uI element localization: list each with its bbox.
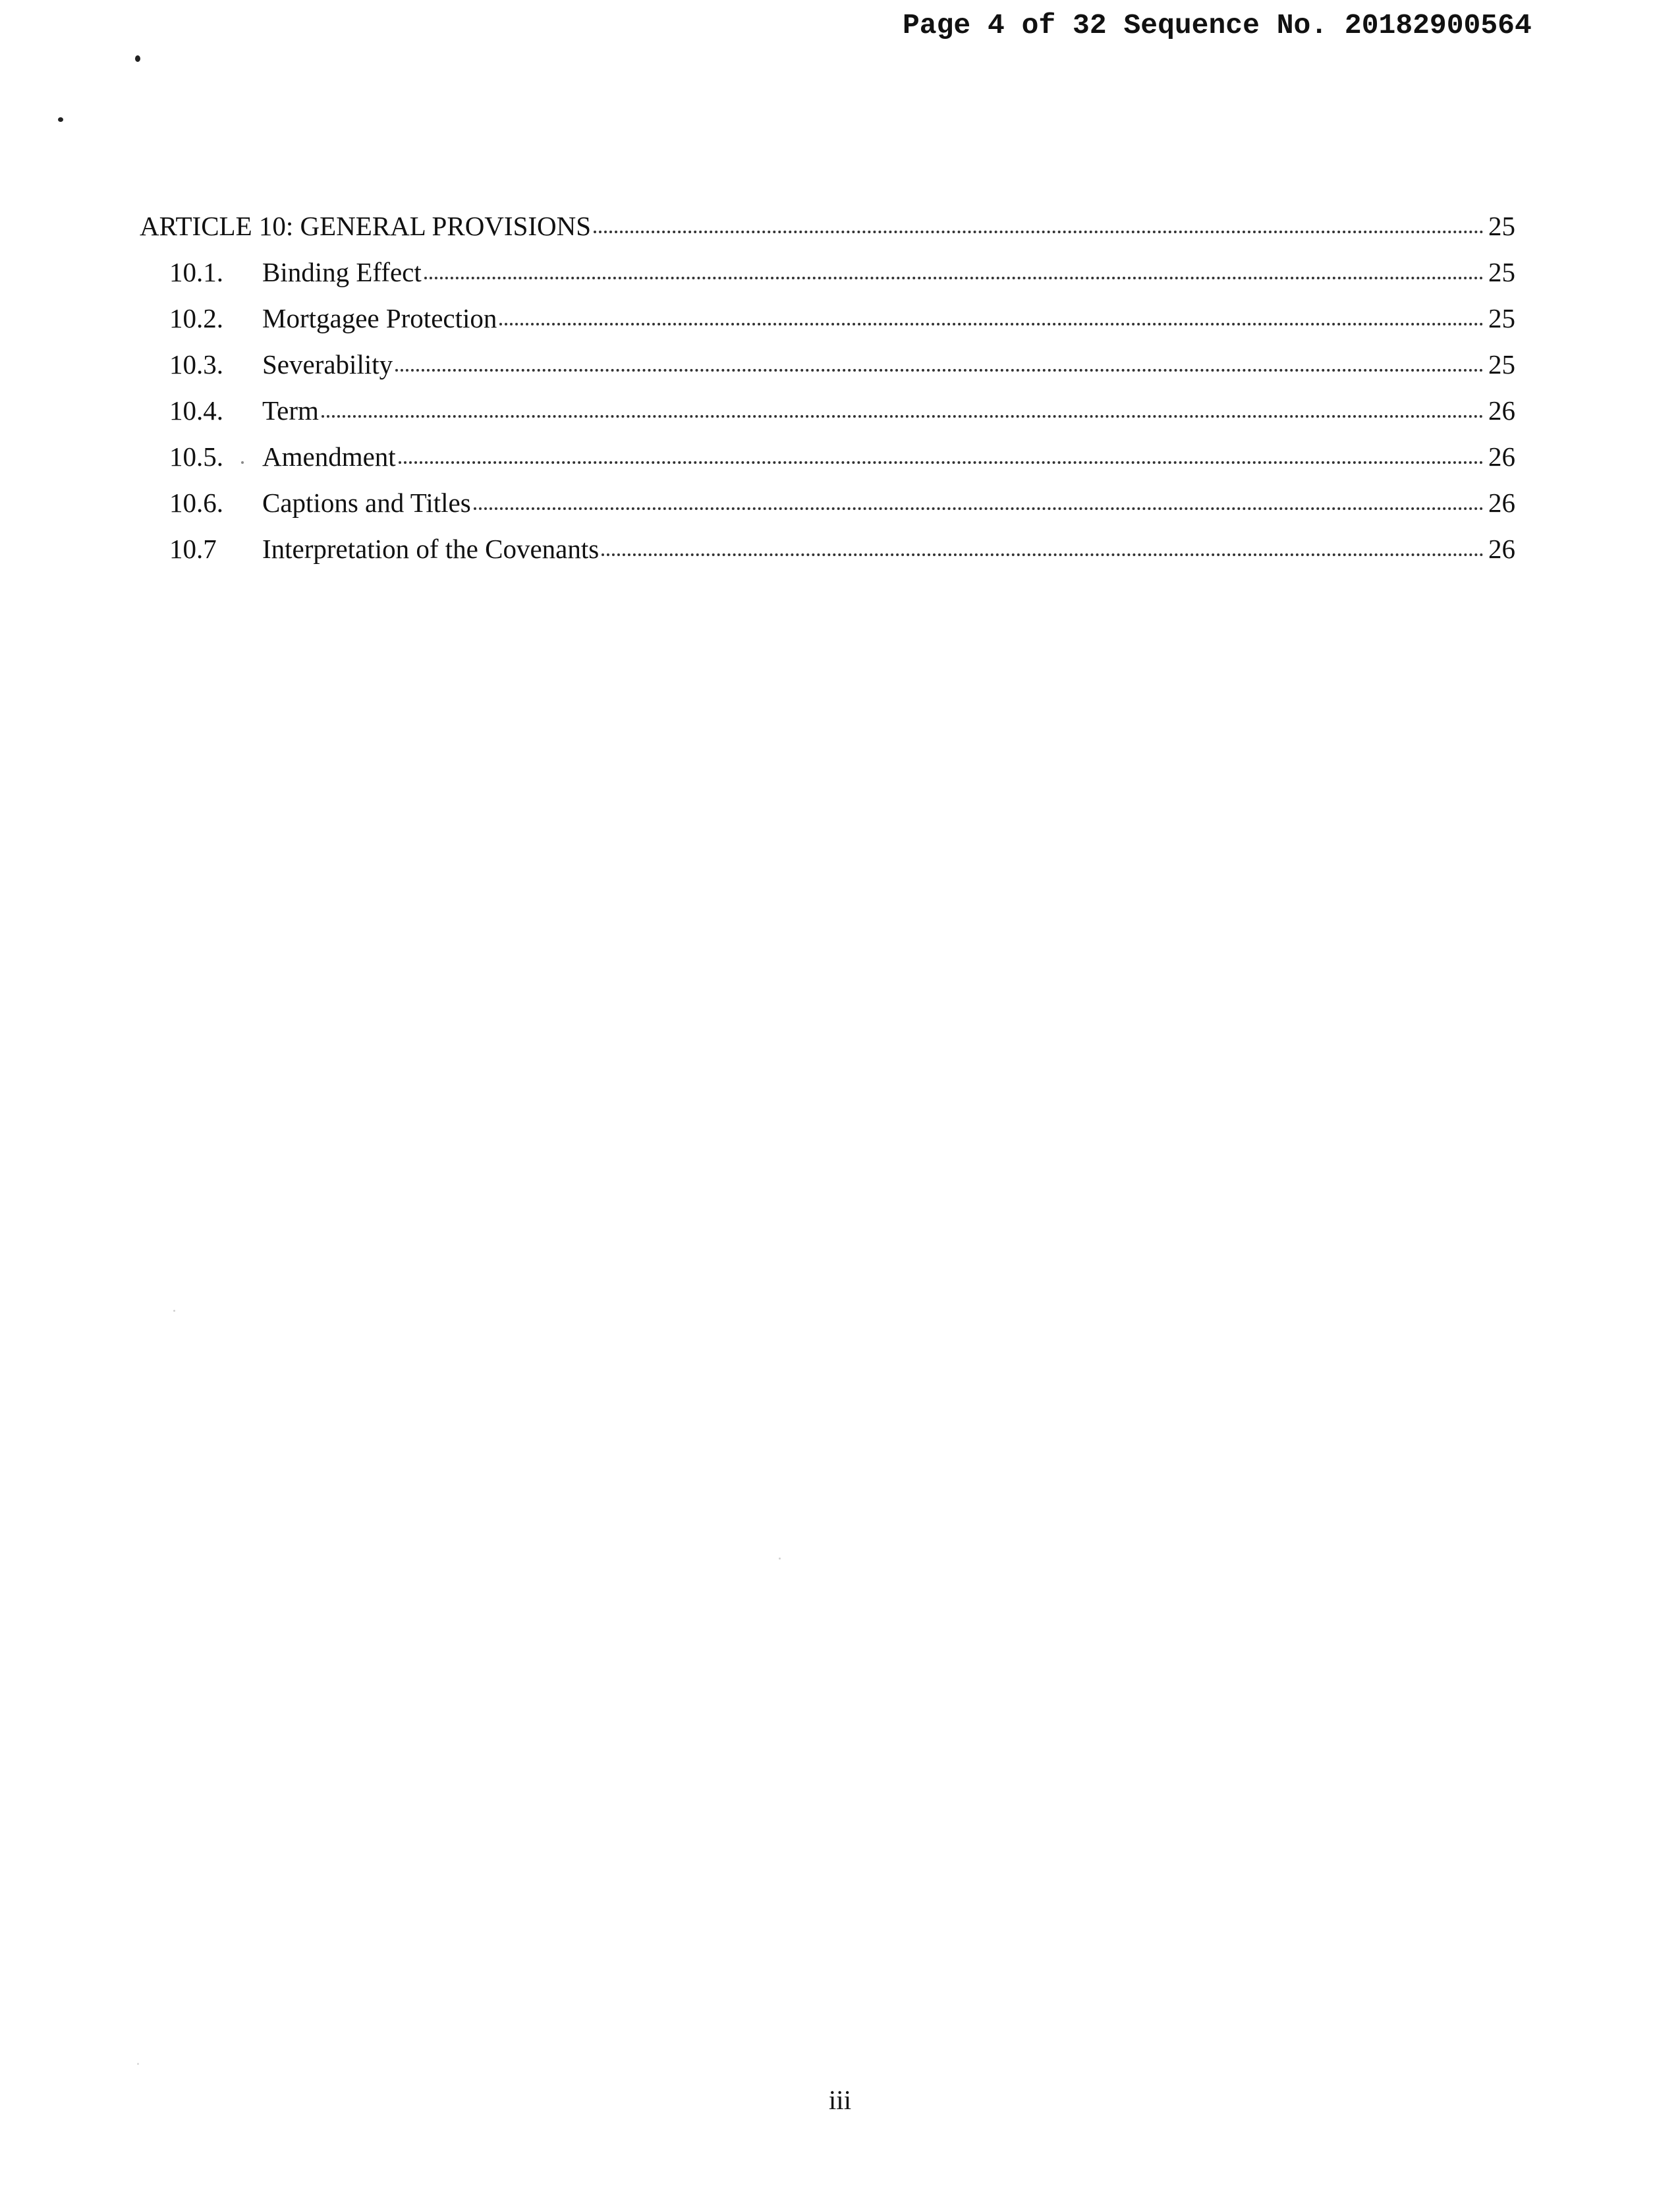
scan-speck (173, 1310, 175, 1312)
scan-speck (58, 117, 63, 122)
toc-page-number: 26 (1488, 441, 1515, 472)
dot-leader (594, 231, 1484, 233)
toc-page-number: 26 (1488, 488, 1515, 518)
toc-entry (262, 440, 1515, 473)
dot-leader (322, 415, 1484, 418)
toc-section-title: Mortgagee Protection (262, 303, 497, 333)
scan-speck (137, 2063, 139, 2065)
toc-entry (262, 394, 1515, 427)
toc-entry (262, 486, 1515, 519)
toc-section-number: 10.4. (169, 395, 223, 426)
toc-section-number: 10.5. (169, 441, 223, 472)
toc-section-number: 10.3. (169, 349, 223, 380)
toc-entry (262, 348, 1515, 381)
toc-page-number: 25 (1488, 211, 1515, 241)
toc-article-title: ARTICLE 10: GENERAL PROVISIONS (140, 211, 592, 241)
toc-section-title: Captions and Titles (262, 488, 471, 518)
toc-section-number: 10.7 (169, 534, 217, 564)
scan-speck (135, 55, 140, 62)
dot-leader (499, 323, 1484, 325)
toc-section-title: Interpretation of the Covenants (262, 534, 600, 564)
page-number-footer: iii (828, 2085, 852, 2115)
toc-page-number: 25 (1488, 257, 1515, 287)
toc-section-number: 10.2. (169, 303, 223, 333)
dot-leader (395, 369, 1484, 372)
toc-section-title: Binding Effect (262, 257, 422, 287)
toc-entry (262, 302, 1515, 335)
toc-section-row (140, 302, 1515, 348)
dot-leader (424, 277, 1484, 279)
toc-entry (262, 256, 1515, 289)
toc-section-row (140, 256, 1515, 302)
toc-section-title: Term (262, 395, 319, 426)
toc-section-number: 10.6. (169, 488, 223, 518)
toc-page-number: 26 (1488, 534, 1515, 564)
dot-leader (602, 553, 1484, 556)
toc-page-number: 25 (1488, 349, 1515, 380)
toc-page-number: 26 (1488, 395, 1515, 426)
toc-section-row (140, 348, 1515, 394)
toc-section-row (140, 486, 1515, 532)
dot-leader (399, 461, 1484, 464)
toc-article-row (140, 210, 1515, 256)
toc-section-title: Severability (262, 349, 393, 380)
toc-entry (262, 532, 1515, 565)
toc-section-row (140, 394, 1515, 440)
table-of-contents (140, 210, 1515, 578)
toc-page-number: 25 (1488, 303, 1515, 333)
toc-section-row (140, 532, 1515, 578)
toc-section-number: 10.1. (169, 257, 223, 287)
toc-entry (140, 210, 1515, 242)
dot-leader (474, 507, 1484, 510)
toc-section-title: Amendment (262, 441, 396, 472)
toc-section-row (140, 440, 1515, 486)
scan-speck (779, 1558, 781, 1560)
page-sequence-stamp: Page 4 of 32 Sequence No. 20182900564 (903, 9, 1532, 42)
